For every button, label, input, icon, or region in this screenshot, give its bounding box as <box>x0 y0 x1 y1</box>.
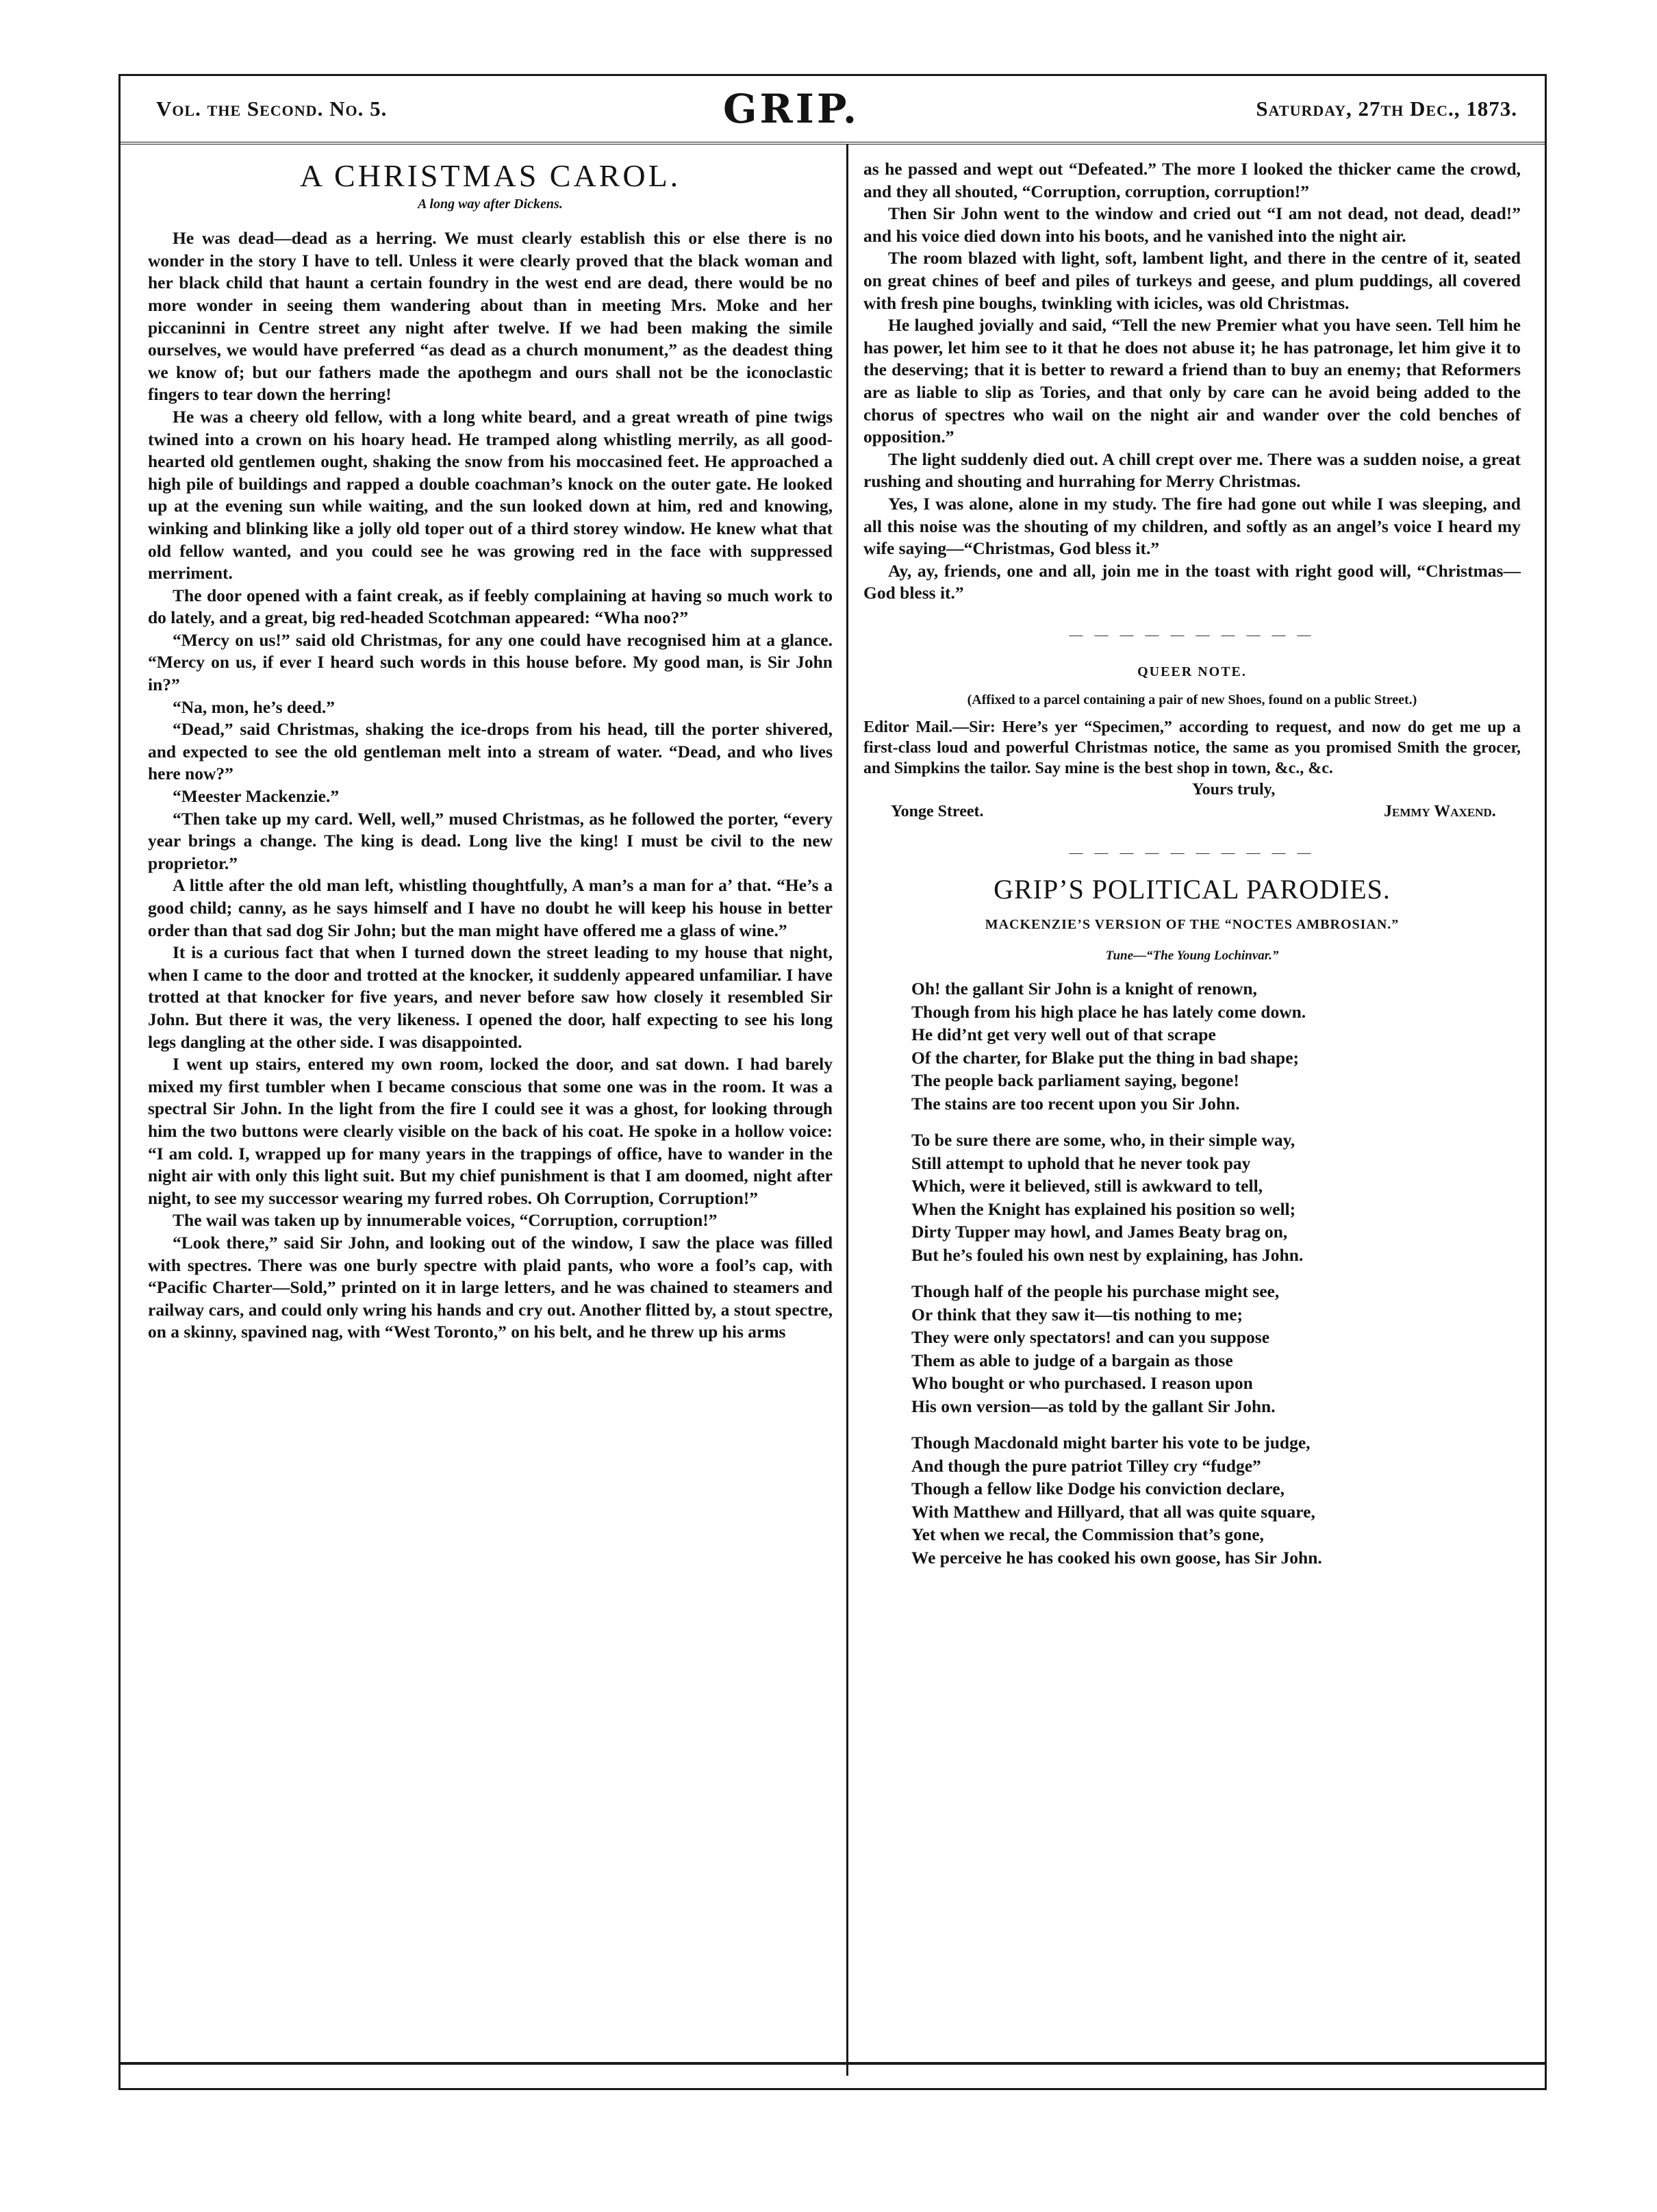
poem-line: Though from his high place he has lately come down. <box>911 1001 1306 1022</box>
article-paragraph: Ay, ay, friends, one and all, join me in the toast with right good will, “Christmas—God bless it.” <box>863 560 1521 603</box>
article-paragraph: He laughed jovially and said, “Tell the new Premier what you have seen. Tell him he has power, let him see to it that he does not abuse it; he has patronage, let him give it to the deserving; that it is better to reward a friend than to buy an enemy; that Reformers are as liable to slip as Tories, and that only by care can he avoid being added to the chorus of spectres who wail on the night air and wander over the cold benches of opposition.” <box>863 315 1521 447</box>
poem-line: The stains are too recent upon you Sir John. <box>911 1093 1240 1114</box>
section-separator: — — — — — — — — — — <box>1069 627 1315 642</box>
poem-line: Oh! the gallant Sir John is a knight of renown, <box>911 979 1257 999</box>
poem-line: When the Knight has explained his position so well; <box>911 1198 1296 1219</box>
section-separator: — — — — — — — — — — <box>1069 844 1315 860</box>
article-paragraph: It is a curious fact that when I turned down the street leading to my house that night, when I came to the door and trotted at the knocker, it suddenly appeared unfamiliar. I have trotted at that knocker for five years, and never before saw how closely it resembled Sir John. But there it was, the very likeness. I opened the door, half expecting to see his long legs dangling at the other side. I was disappointed. <box>148 942 833 1052</box>
poem-stanza <box>911 1129 1521 1266</box>
poem-line: Though half of the people his purchase might see, <box>911 1281 1280 1302</box>
poem-line: To be sure there are some, who, in their simple way, <box>911 1130 1295 1151</box>
poem-line: With Matthew and Hillyard, that all was quite square, <box>911 1501 1315 1522</box>
article-paragraph: “Mercy on us!” said old Christmas, for any one could have recognised him at a glance. “Mercy on us, if ever I heard such words in this house before. My good man, is Sir John in?” <box>148 629 833 695</box>
parodies-title: GRIP’S POLITICAL PARODIES. <box>994 874 1391 905</box>
article-paragraph: “Meester Mackenzie.” <box>173 786 340 807</box>
article-paragraph: A little after the old man left, whistling thoughtfully, A man’s a man for a’ that. “He’s a good child; canny, as he says himself and I have no doubt he will keep his house in better order than that sad dog Sir John; but the man might have offered me a glass of wine.” <box>148 875 833 940</box>
article-paragraph: He was a cheery old fellow, with a long white beard, and a great wreath of pine twigs twined into a crown on his hoary head. He tramped along whistling merrily, as all good-hearted old gentlemen ought, shaking the snow from his moccasined feet. He approached a high pile of buildings and rapped a double coachman’s knock on the outer gate. He looked up at the evening sun while waiting, and the sun looked down at him, red and knowing, winking and blinking like a jolly old toper out of a third storey window. He knew what that old fellow wanted, and you could see he was growing red in the face with suppressed merriment. <box>148 406 833 583</box>
article-paragraph: The wail was taken up by innumerable voices, “Corruption, corruption!” <box>173 1210 718 1231</box>
poem-line: The people back parliament saying, begone! <box>911 1070 1239 1091</box>
issue-date: Saturday, 27th Dec., 1873. <box>1256 97 1517 121</box>
article-paragraph: “Na, mon, he’s deed.” <box>173 696 336 717</box>
article-paragraph: The light suddenly died out. A chill crept over me. There was a sudden noise, a great rushing and shouting and hurrahing for Merry Christmas. <box>863 449 1521 492</box>
volume-number: Vol. the Second. No. 5. <box>156 97 388 121</box>
bottom-rule <box>121 2062 1545 2065</box>
article-paragraph: The room blazed with light, soft, lambent light, and there in the centre of it, seated on great chines of beef and piles of turkeys and geese, and plum puddings, all covered with fresh pine boughs, twinkling with icicles, was old Christmas. <box>863 248 1521 313</box>
article-paragraph: Then Sir John went to the window and cried out “I am not dead, not dead, dead!” and his voice died down into his boots, and he vanished into the night air. <box>863 203 1521 246</box>
parodies-subtitle: MACKENZIE’S VERSION OF THE “NOCTES AMBROSIAN.” <box>985 916 1400 932</box>
column-divider <box>846 144 848 2076</box>
poem-line: We perceive he has cooked his own goose, has Sir John. <box>911 1547 1322 1568</box>
poem-line: But he’s fouled his own nest by explaining, has John. <box>911 1244 1304 1265</box>
article-paragraph: as he passed and wept out “Defeated.” The more I looked the thicker came the crowd, and they all shouted, “Corruption, corruption, corruption!” <box>863 159 1521 201</box>
article-paragraph: “Then take up my card. Well, well,” mused Christmas, as he followed the porter, “every year brings a change. The king is dead. Long live the king! I must be civil to the new proprietor.” <box>148 808 833 873</box>
poem-line: They were only spectators! and can you suppose <box>911 1327 1270 1348</box>
parodies-tune: Tune—“The Young Lochinvar.” <box>1105 948 1279 964</box>
queer-note-body: Editor Mail.—Sir: Here’s yer “Specimen,” according to request, and now do get me up a first-class loud and powerful Christmas notice, the same as you promised Smith the grocer, and Simpkins the tailor. Say mine is the best shop in town, &c., &c. <box>863 718 1521 777</box>
poem-line: His own version—as told by the gallant Sir John. <box>911 1396 1276 1416</box>
poem-line: And though the pure patriot Tilley cry “fudge” <box>911 1455 1261 1476</box>
poem-line: Or think that they saw it—tis nothing to me; <box>911 1304 1243 1324</box>
poem-line: Which, were it believed, still is awkward to tell, <box>911 1176 1263 1196</box>
queer-note-signoff <box>863 779 1521 822</box>
poem-stanza <box>911 1280 1521 1418</box>
queer-note-title: QUEER NOTE. <box>1137 664 1247 680</box>
poem-line: Of the charter, for Blake put the thing in bad shape; <box>911 1047 1300 1068</box>
poem-line: Them as able to judge of a bargain as those <box>911 1350 1233 1370</box>
article-paragraph: “Look there,” said Sir John, and looking out of the window, I saw the place was filled with spectres. There was one burly spectre with plaid pants, who wore a fool’s cap, with “Pacific Charter—Sold,” printed on it in large letters, and he was chained to steamers and railway cars, and could only wring his hands and cry out. Another flitted by, a stout spectre, on a skinny, spavined nag, with “West Toronto,” on his belt, and he threw up his arms <box>148 1232 833 1342</box>
queer-note-subtitle: (Affixed to a parcel containing a pair of new Shoes, found on a public Street.) <box>967 692 1417 708</box>
article-paragraph: The door opened with a faint creak, as if feebly complaining at having so much work to do lately, and a great, big red-headed Scotchman appeared: “Wha noo?” <box>148 585 833 628</box>
poem-line: Though Macdonald might barter his vote to be judge, <box>911 1433 1311 1453</box>
newspaper-page <box>118 74 1547 2090</box>
poem-line: Yet when we recal, the Commission that’s gone, <box>911 1524 1264 1545</box>
article-paragraph: Yes, I was alone, alone in my study. The fire had gone out while I was sleeping, and all this noise was the shouting of my children, and softly as an angel’s voice I heard my wife saying—“Christmas, God bless it.” <box>863 493 1521 559</box>
poem-stanza <box>911 977 1521 1115</box>
left-column <box>148 158 833 1344</box>
queer-note-closing: Yours truly, <box>1192 780 1276 799</box>
poem-line: Still attempt to uphold that he never took pay <box>911 1153 1251 1173</box>
masthead <box>121 76 1545 144</box>
article-paragraph: He was dead—dead as a herring. We must clearly establish this or else there is no wonder in the story I have to tell. Unless it were clearly proved that the black woman and her black child that haunt a certain foundry in the west end are dead, there would be no more wonder in seeing them wandering about than in meeting Mrs. Moke and her piccaninni in Centre street any night after twelve. If we had been making the simile ourselves, we would have preferred “as dead as a church monument,” as the deadest thing we know of; but our fathers made the apothegm and ours shall not be the iconoclastic fingers to tear down the herring! <box>148 228 833 405</box>
article-paragraph: I went up stairs, entered my own room, locked the door, and sat down. I had barely mixed my first tumbler when I became conscious that some one was in the room. It was a spectral Sir John. In the light from the fire I could see it was a ghost, for looking through him the two buttons were clearly visible on the back of his coat. He spoke in a hollow voice: “I am cold. I, wrapped up for many years in the trappings of office, have to wander in the night air with only this light suit. But my chief punishment is that I am doomed, night after night, to see my successor wearing my furred robes. Oh Corruption, Corruption!” <box>148 1054 833 1208</box>
queer-note-place: Yonge Street. <box>891 802 984 820</box>
poem-line: He did’nt get very well out of that scrape <box>911 1025 1216 1045</box>
article-paragraph: “Dead,” said Christmas, shaking the ice-drops from his head, till the porter shivered, and expected to see the old gentleman melt into a stream of water. “Dead, and who lives here now?” <box>148 719 833 784</box>
poem-line: Who bought or who purchased. I reason upon <box>911 1373 1253 1394</box>
poem-stanza <box>911 1431 1521 1569</box>
newspaper-title: GRIP. <box>723 86 860 132</box>
queer-note-signature: Jemmy Waxend. <box>1384 802 1496 820</box>
article-title: A CHRISTMAS CAROL. <box>299 158 681 193</box>
poem-line: Dirty Tupper may howl, and James Beaty brag on, <box>911 1222 1288 1242</box>
article-byline: A long way after Dickens. <box>418 196 563 212</box>
poem-line: Though a fellow like Dodge his conviction declare, <box>911 1479 1285 1499</box>
right-column <box>863 158 1521 1583</box>
